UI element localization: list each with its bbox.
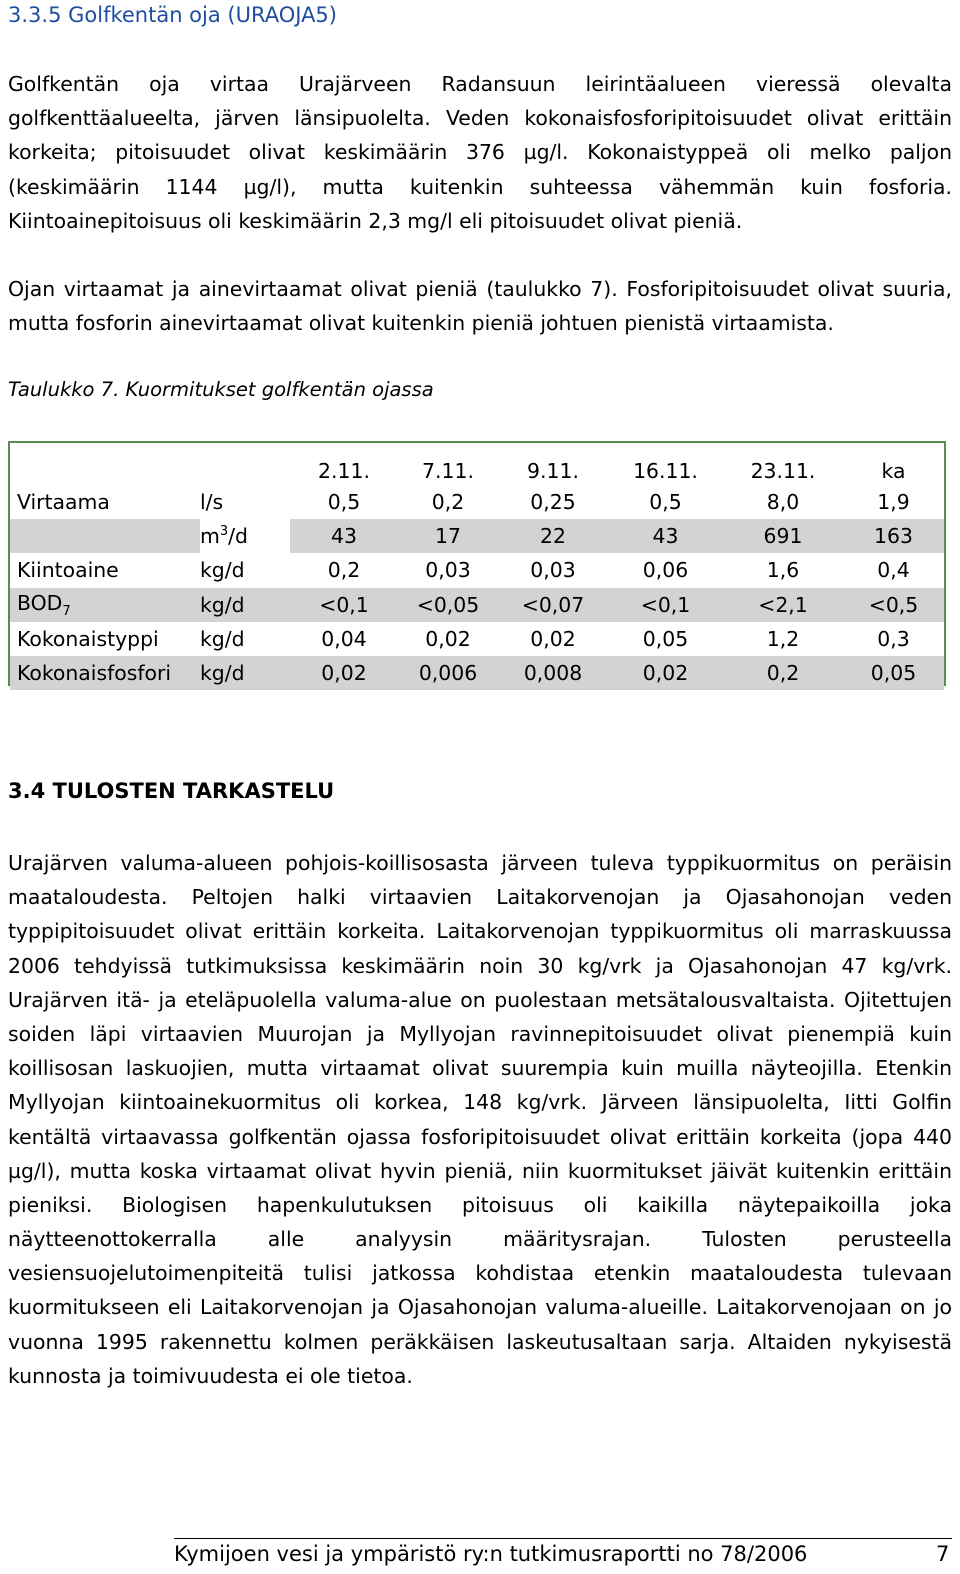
text-line: Golfkentän oja virtaa Urajärveen Radansuun leirintäalueen vieressä olevalta — [8, 72, 952, 96]
row-label: Kiintoaine — [17, 558, 119, 583]
text-line: korkeita; pitoisuudet olivat keskimäärin 376 µg/l. Kokonaistyppeä oli melko paljon — [8, 140, 952, 165]
table-cell: 43 — [290, 519, 398, 553]
text-line: Urajärven valuma-alueen pohjois-koillisosasta järveen tuleva typpikuormitus on peräisin — [8, 851, 952, 875]
table-cell: <0,1 — [608, 588, 723, 622]
text-line: soiden läpi virtaavien Muurojan ja Myllyojan ravinnepitoisuudet olivat pienempiä kuin — [8, 1021, 952, 1046]
table-row — [10, 622, 944, 656]
table-caption: Taulukko 7. Kuormitukset golfkentän ojassa — [8, 378, 434, 401]
table-cell: 0,5 — [649, 490, 682, 515]
row-label: Virtaama — [17, 490, 110, 515]
table-cell: 1,2 — [766, 626, 800, 651]
table-cell: 8,0 — [766, 490, 800, 515]
table-row — [10, 656, 944, 690]
text-line: Urajärven itä- ja eteläpuolella valuma-alue on puolestaan metsätalousvaltaista. Ojitettujen — [8, 987, 952, 1012]
footer-text: Kymijoen vesi ja ympäristö ry:n tutkimusraportti no 78/2006 — [174, 1542, 808, 1566]
text-line: pieniksi. Biologisen hapenkulutuksen pitoisuus oli kaikilla näytepaikoilla joka — [8, 1192, 952, 1217]
section-paragraph-1 — [8, 67, 952, 238]
page-number: 7 — [936, 1542, 950, 1566]
results-paragraph — [8, 846, 952, 1393]
table-cell: 0,02 — [425, 626, 471, 651]
table-cell: 0,4 — [877, 558, 910, 583]
table-cell: 0,06 — [642, 558, 689, 583]
text-line: vesiensuojelutoimenpiteitä tulisi jatkossa kohdistaa etenkin maataloudesta tulevaan — [8, 1261, 952, 1286]
table-cell: <0,1 — [290, 588, 398, 622]
text-line: koillisosan laskuojien, mutta virtaamat olivat suurempia kuin muilla näyteojilla. Etenkin — [8, 1056, 952, 1081]
table-cell: 17 — [398, 519, 498, 553]
load-table — [8, 441, 946, 686]
text-line: typpipitoisuudet olivat erittäin korkeita. Laitakorvenojan typpikuormitus oli marraskuussa — [8, 919, 952, 944]
text-line: 2006 tehdyissä tutkimuksissa keskimäärin noin 30 kg/vrk ja Ojasahonojan 47 kg/vrk. — [8, 953, 952, 978]
row-unit: kg/d — [200, 588, 290, 622]
text-line: kunnosta ja toimivuudesta ei ole tietoa. — [8, 1363, 413, 1388]
text-line: golfkenttäalueelta, järven länsipuolelta. Veden kokonaisfosforipitoisuudet olivat erittäin — [8, 106, 952, 131]
table-cell: 163 — [843, 519, 944, 553]
section-paragraph-2 — [8, 272, 952, 340]
row-label: $BOD_7$ — [10, 588, 200, 622]
table-cell: 1,6 — [766, 558, 800, 583]
table-row — [10, 519, 944, 553]
table-cell: 691 — [723, 519, 843, 553]
table-cell: 0,2 — [723, 656, 843, 690]
text-line: (keskimäärin 1144 µg/l), mutta kuitenkin suhteessa vähemmän kuin fosforia. — [8, 174, 952, 199]
table-cell: <0,5 — [843, 588, 944, 622]
table-cell: 0,25 — [530, 490, 576, 515]
table-cell: <0,07 — [498, 588, 608, 622]
row-unit: $m^3/d$ — [200, 524, 248, 549]
text-line: maataloudesta. Peltojen halki virtaavien Laitakorvenojan ja Ojasahonojan veden — [8, 885, 952, 910]
row-unit: l/s — [200, 490, 224, 515]
table-cell: 0,2 — [431, 490, 465, 515]
table-cell: <2,1 — [723, 588, 843, 622]
text-line: näytteenottokerralla alle analyysin määritysrajan. Tulosten perusteella — [8, 1227, 952, 1252]
table-cell: 0,006 — [398, 656, 498, 690]
table-cell: 0,02 — [290, 656, 398, 690]
section-heading: 3.3.5 Golfkentän oja (URAOJA5) — [8, 3, 337, 27]
row-unit: kg/d — [200, 558, 245, 583]
text-line: mutta fosforin ainevirtaamat olivat kuitenkin pieniä johtuen pienistä virtaamista. — [8, 311, 834, 336]
table-cell: 1,9 — [877, 490, 910, 515]
text-line: Ojan virtaamat ja ainevirtaamat olivat pieniä (taulukko 7). Fosforipitoisuudet olivat suuria, — [8, 277, 952, 301]
table-cell: 0,03 — [530, 558, 576, 583]
table-header-row — [10, 443, 944, 485]
table-cell: 0,02 — [608, 656, 723, 690]
row-label: Kokonaisfosfori — [10, 656, 200, 690]
row-label: Kokonaistyppi — [17, 626, 159, 651]
row-unit: kg/d — [200, 626, 245, 651]
col-date: 9.11. — [527, 459, 579, 483]
row-unit: kg/d — [200, 656, 290, 690]
results-heading: 3.4 TULOSTEN TARKASTELU — [8, 779, 335, 803]
table-cell: 0,008 — [498, 656, 608, 690]
table-cell: 0,04 — [321, 626, 367, 651]
table-cell: 0,03 — [425, 558, 471, 583]
table-cell: 22 — [498, 519, 608, 553]
text-line: µg/l), mutta koska virtaamat olivat hyvin pieniä, niin kuormitukset jäivät kuitenkin erittäin — [8, 1158, 952, 1183]
table-cell: 43 — [608, 519, 723, 553]
col-date: 2.11. — [318, 459, 370, 483]
text-line: Myllyojan kiintoainekuormitus oli korkea, 148 kg/vrk. Järveen länsipuolelta, Iitti Golfin — [8, 1090, 952, 1115]
table-cell: 0,02 — [530, 626, 576, 651]
text-line: vuonna 1995 rakennettu kolmen peräkkäisen laskeutusaltaan sarja. Altaiden nykyisestä — [8, 1329, 952, 1354]
col-mean: ka — [881, 459, 906, 483]
text-line: kuormitukseen eli Laitakorvenojan ja Ojasahonojan valuma-alueille. Laitakorvenojaan on jo — [8, 1295, 952, 1320]
table-row — [10, 485, 944, 519]
text-line: Kiintoainepitoisuus oli keskimäärin 2,3 mg/l eli pitoisuudet olivat pieniä. — [8, 208, 743, 233]
table-row — [10, 553, 944, 587]
row-label — [10, 519, 200, 553]
table-cell: 0,3 — [877, 626, 910, 651]
table-cell: 0,05 — [642, 626, 689, 651]
table-row — [10, 588, 944, 622]
table-cell: 0,5 — [327, 490, 361, 515]
col-date: 16.11. — [633, 459, 698, 483]
table-cell: <0,05 — [398, 588, 498, 622]
table-cell: 0,05 — [843, 656, 944, 690]
col-date: 23.11. — [750, 459, 816, 483]
text-line: kentältä virtaavassa golfkentän ojassa fosforipitoisuudet olivat erittäin korkeita (jopa 440 — [8, 1124, 952, 1149]
footer-divider — [174, 1538, 952, 1539]
table-cell: 0,2 — [327, 558, 361, 583]
col-date: 7.11. — [422, 459, 474, 483]
